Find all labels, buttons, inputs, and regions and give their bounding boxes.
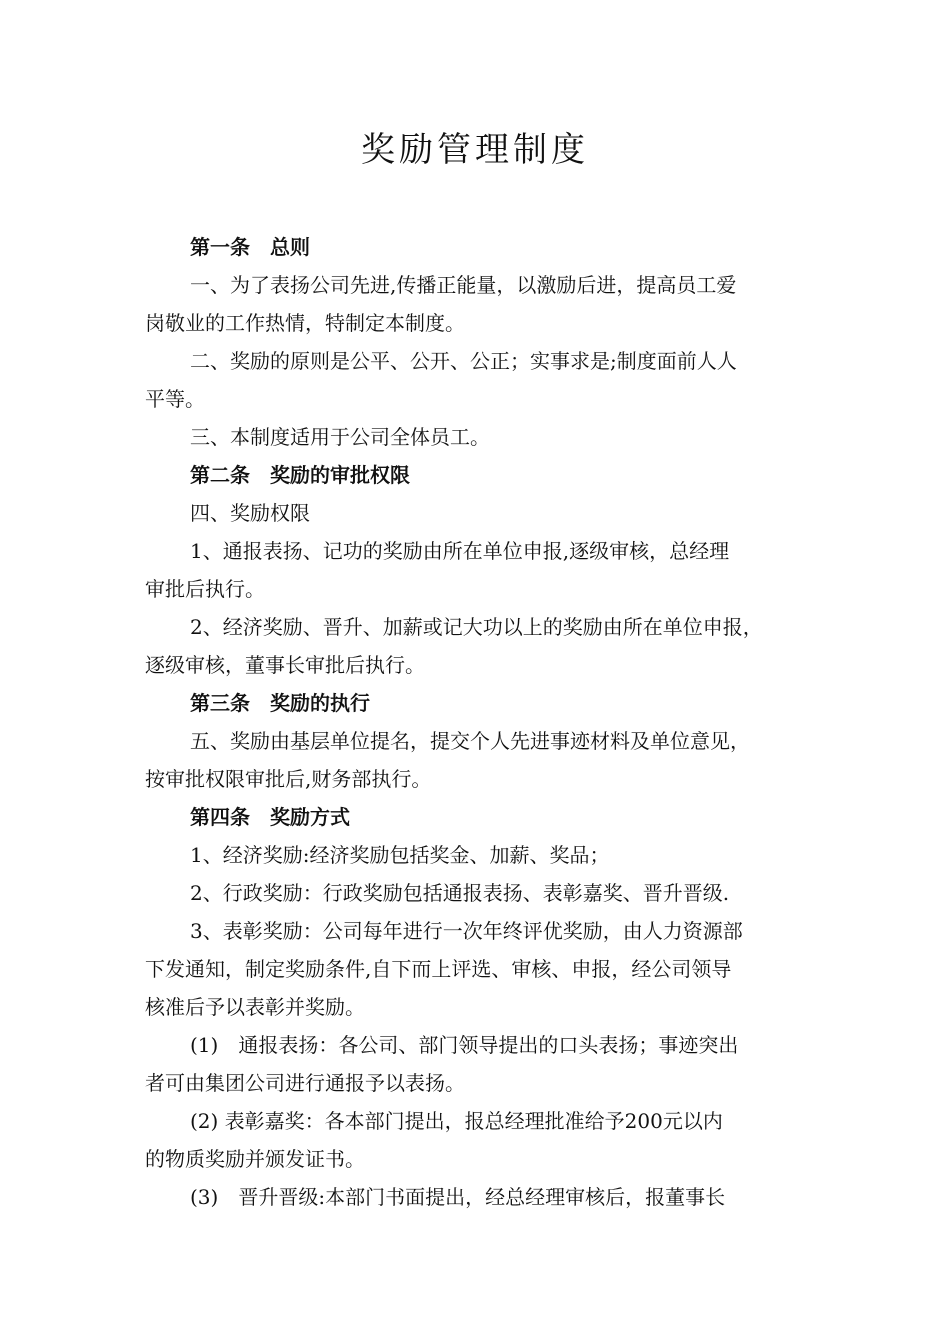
- paragraph-line: 按审批权限审批后,财务部执行。: [145, 767, 432, 791]
- article-heading: 第二条 奖励的审批权限: [190, 463, 410, 487]
- paragraph-line: 3、表彰奖励：公司每年进行一次年终评优奖励，由人力资源部: [190, 919, 743, 943]
- paragraph-line: 四、奖励权限: [190, 501, 310, 525]
- paragraph-line: (1) 通报表扬：各公司、部门领导提出的口头表扬；事迹突出: [190, 1033, 739, 1057]
- paragraph-line: 一、为了表扬公司先进,传播正能量，以激励后进，提高员工爱: [190, 273, 737, 297]
- paragraph-line: 的物质奖励并颁发证书。: [145, 1147, 365, 1171]
- paragraph-line: 2、行政奖励：行政奖励包括通报表扬、表彰嘉奖、晋升晋级.: [190, 881, 730, 905]
- paragraph-line: 下发通知，制定奖励条件,自下而上评选、审核、申报，经公司领导: [145, 957, 732, 981]
- paragraph-line: 2、经济奖励、晋升、加薪或记大功以上的奖励由所在单位申报，: [190, 615, 763, 639]
- paragraph-line: 1、通报表扬、记功的奖励由所在单位申报,逐级审核，总经理: [190, 539, 730, 563]
- paragraph-line: 岗敬业的工作热情，特制定本制度。: [145, 311, 465, 335]
- paragraph-line: 二、奖励的原则是公平、公开、公正；实事求是;制度面前人人: [190, 349, 737, 373]
- paragraph-line: 审批后执行。: [145, 577, 265, 601]
- paragraph-line: 平等。: [145, 387, 205, 411]
- document-title: 奖励管理制度: [361, 130, 589, 170]
- article-heading: 第一条 总则: [190, 235, 310, 259]
- paragraph-line: (3) 晋升晋级:本部门书面提出，经总经理审核后，报董事长: [190, 1185, 726, 1209]
- paragraph-line: (2) 表彰嘉奖：各本部门提出，报总经理批准给予200元以内: [190, 1109, 723, 1133]
- paragraph-line: 核准后予以表彰并奖励。: [145, 995, 365, 1019]
- paragraph-line: 1、经济奖励:经济奖励包括奖金、加薪、奖品；: [190, 843, 610, 867]
- article-heading: 第三条 奖励的执行: [190, 691, 370, 715]
- paragraph-line: 五、奖励由基层单位提名，提交个人先进事迹材料及单位意见，: [190, 729, 750, 753]
- paragraph-line: 者可由集团公司进行通报予以表扬。: [145, 1071, 465, 1095]
- paragraph-line: 逐级审核，董事长审批后执行。: [145, 653, 425, 677]
- article-heading: 第四条 奖励方式: [190, 805, 350, 829]
- document-body: [145, 228, 815, 1216]
- paragraph-line: 三、本制度适用于公司全体员工。: [190, 425, 490, 449]
